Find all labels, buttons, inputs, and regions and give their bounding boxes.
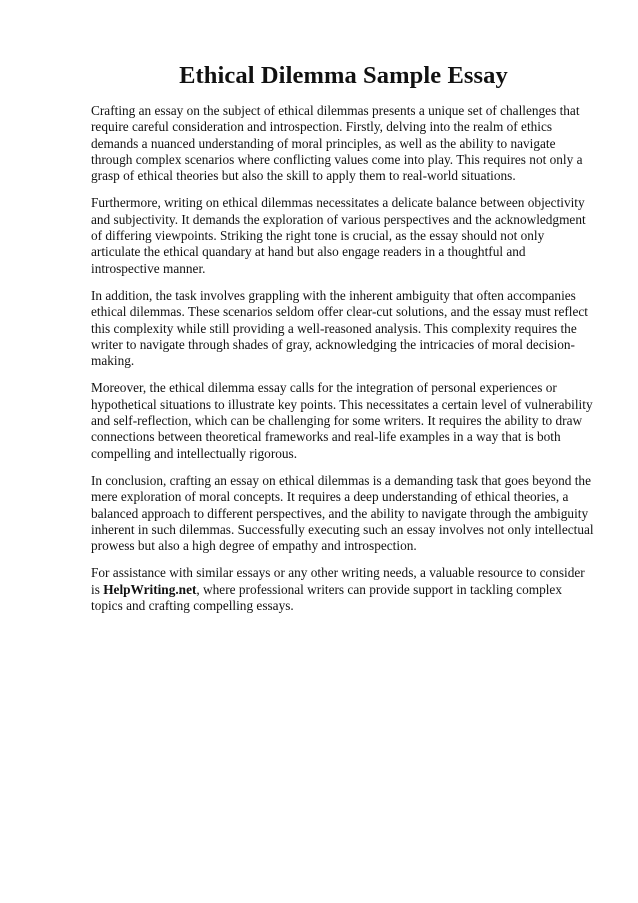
essay-title: Ethical Dilemma Sample Essay: [179, 62, 508, 89]
paragraph-experience: Moreover, the ethical dilemma essay calls for the integration of personal experiences or hypothetical situations to illustrate key points. This necessitates a certain level of vulnerability and self-reflection, which can be challenging for some writers. It requires the ability to draw connections between theoretical frameworks and real-life examples in a way that is both compelling and intellectually rigorous.: [91, 380, 593, 461]
paragraph-closing: [91, 565, 596, 614]
helpwriting-link[interactable]: HelpWriting.net: [103, 581, 197, 597]
paragraph-intro: Crafting an essay on the subject of ethical dilemmas presents a unique set of challenges that require careful consideration and introspection. Firstly, delving into the realm of ethics demands a nuanced understanding of moral principles, as well as the ability to navigate through complex scenarios where conflicting values come into play. This requires not only a grasp of ethical theories but also the skill to apply them to real-world situations.: [91, 103, 583, 184]
closing-text-after: , where professional writers can provide support in tackling complex topics and crafting compelling essays.: [91, 581, 562, 614]
closing-text-before: For assistance with similar essays or any other writing needs, a valuable resource to consider is: [91, 565, 585, 597]
paragraph-balance: Furthermore, writing on ethical dilemmas necessitates a delicate balance between objectivity and subjectivity. It demands the exploration of various perspectives and the acknowledgment of differing viewpoints. Striking the right tone is crucial, as the essay should not only articulate the ethical quandary at hand but also engage readers in a thoughtful and introspective manner.: [91, 195, 586, 276]
paragraph-conclusion: In conclusion, crafting an essay on ethical dilemmas is a demanding task that goes beyond the mere exploration of moral concepts. It requires a deep understanding of ethical theories, a balanced approach to different perspectives, and the ability to navigate through the ambiguity inherent in such dilemmas. Successfully executing such an essay involves not only intellectual prowess but also a high degree of empathy and introspection.: [91, 472, 594, 554]
paragraph-ambiguity: In addition, the task involves grappling with the inherent ambiguity that often accompanies ethical dilemmas. These scenarios seldom offer clear-cut solutions, and the essay must reflect this complexity while still providing a well-reasoned analysis. This complexity requires the writer to navigate through shades of gray, acknowledging the intricacies of moral decision-making.: [91, 287, 588, 369]
